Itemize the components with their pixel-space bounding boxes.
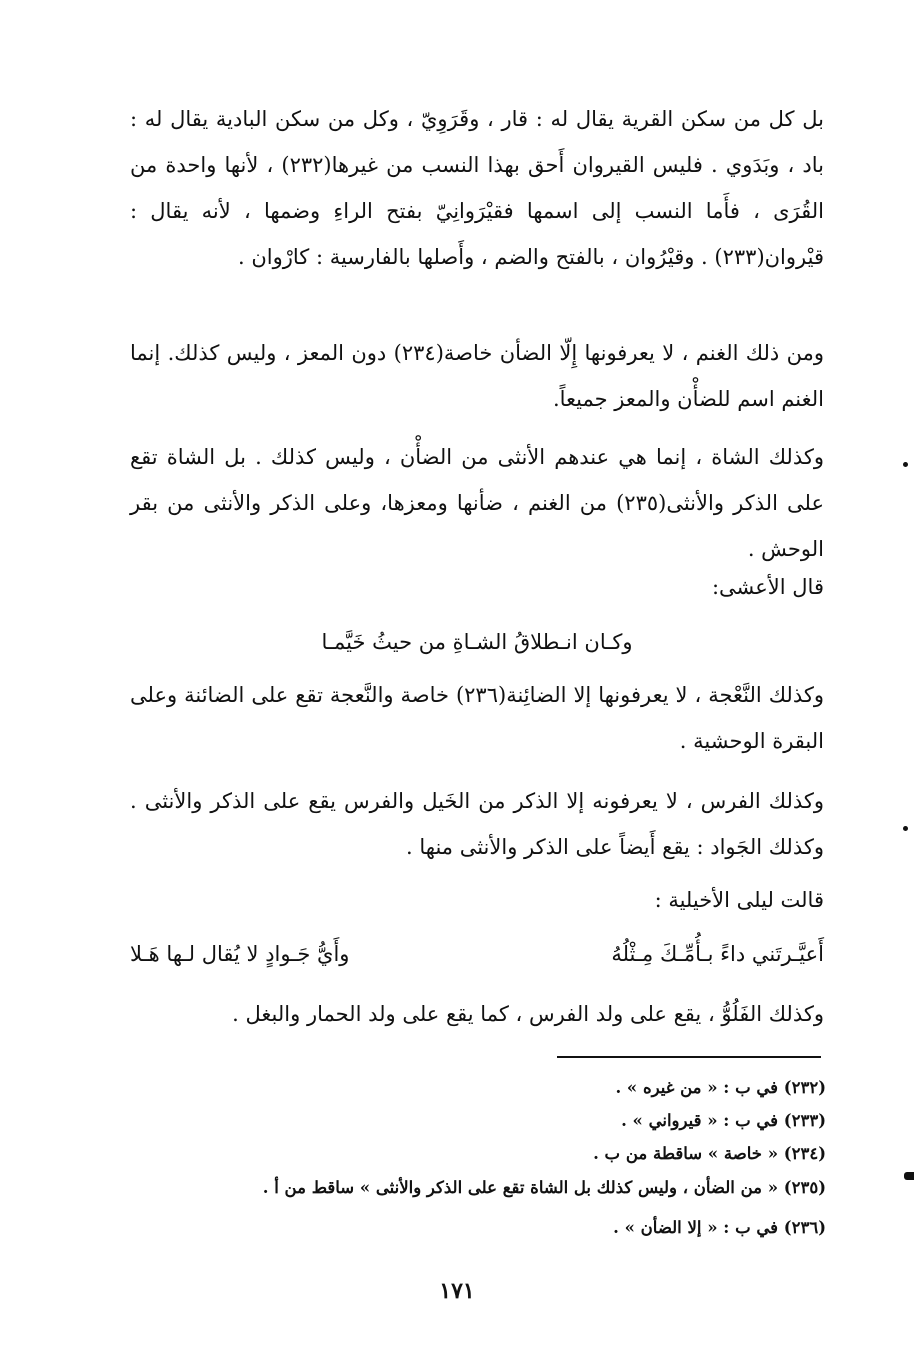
scan-mark xyxy=(903,462,908,467)
verse-hemistich-2: وأَيُّ جَـوادٍ لا يُقال لـها هَـلا xyxy=(130,942,350,966)
scan-edge-mark xyxy=(904,1172,914,1180)
footnote: (٢٣٥) « من الضأن ، وليس كذلك بل الشاة تقع على الذكر والأنثى » ساقط من أ . xyxy=(262,1178,826,1197)
footnote: (٢٣٢) في ب : « من غيره » . xyxy=(615,1078,826,1097)
footnote-separator xyxy=(557,1056,821,1058)
paragraph-text: ومن ذلك الغنم ، لا يعرفونها إِلّا الضأن خاصة(٢٣٤) دون المعز ، وليس كذلك. إنما الغنم اسم للضأْن والمعز جميعاً. xyxy=(130,341,824,411)
last-line: وكذلك الفَلُوُّ ، يقع على ولد الفرس ، كما يقع على ولد الحمار والبغل . xyxy=(232,1002,824,1026)
paragraph-text: وكذلك الفرس ، لا يعرفونه إلا الذكر من الخَيل والفرس يقع على الذكر والأنثى . وكذلك الجَواد : يقع أَيضاً على الذكر والأنثى منها . xyxy=(130,789,824,859)
paragraph-text: وكذلك الشاة ، إنما هي عندهم الأنثى من الضأْن ، وليس كذلك . بل الشاة تقع على الذكر والأنثى(٢٣٥) من الغنم ، ضأنها ومعزها، وعلى الذكر والأنثى من بقر الوحش . xyxy=(130,445,824,561)
footnote: (٢٣٤) « خاصة » ساقطة من ب . xyxy=(593,1144,826,1163)
paragraph-text: بل كل من سكن القرية يقال له : قار ، وقَرَوِيّ ، وكل من سكن البادية يقال له : باد ، وبَدَوي . فليس القيروان أَحق بهذا النسب من غيرها(٢٣٢) ، لأنها واحدة من القُرَى ، فأَما النسب إلى اسمها فقيْرَوانِيّ بفتح الراءِ وضمها ، لأنه يقال : قيْروان(٢٣٣) . وقيْرُوان ، بالفتح والضم ، وأَصلها بالفارسية : كارْوان . xyxy=(130,107,824,269)
page-number: ١٧١ xyxy=(439,1278,475,1304)
verse-line: وكـان انـطلاقُ الشـاةِ من حيثُ خَيَّمـا xyxy=(321,630,633,654)
paragraph-faras xyxy=(130,778,824,870)
footnote: (٢٣٣) في ب : « قيرواني » . xyxy=(621,1111,826,1130)
paragraph-najah xyxy=(130,672,824,764)
poet-attribution-layla: قالت ليلى الأخيلية : xyxy=(654,888,824,912)
footnote: (٢٣٦) في ب : « إلا الضأن » . xyxy=(613,1218,826,1237)
paragraph-shah xyxy=(130,434,824,572)
poet-attribution-asha: قال الأعشى: xyxy=(711,575,824,599)
paragraph-text: وكذلك النَّعْجة ، لا يعرفونها إلا الضائِنة(٢٣٦) خاصة والنَّعجة تقع على الضائنة وعلى البقرة الوحشية . xyxy=(130,683,824,753)
scan-mark xyxy=(903,826,908,831)
paragraph-qayrawan xyxy=(130,96,824,280)
paragraph-ghanam xyxy=(130,330,824,422)
verse-hemistich-1: أَعيَّـرتَني داءً بـأُمِّـكَ مِـثْلُهُ xyxy=(611,942,824,966)
